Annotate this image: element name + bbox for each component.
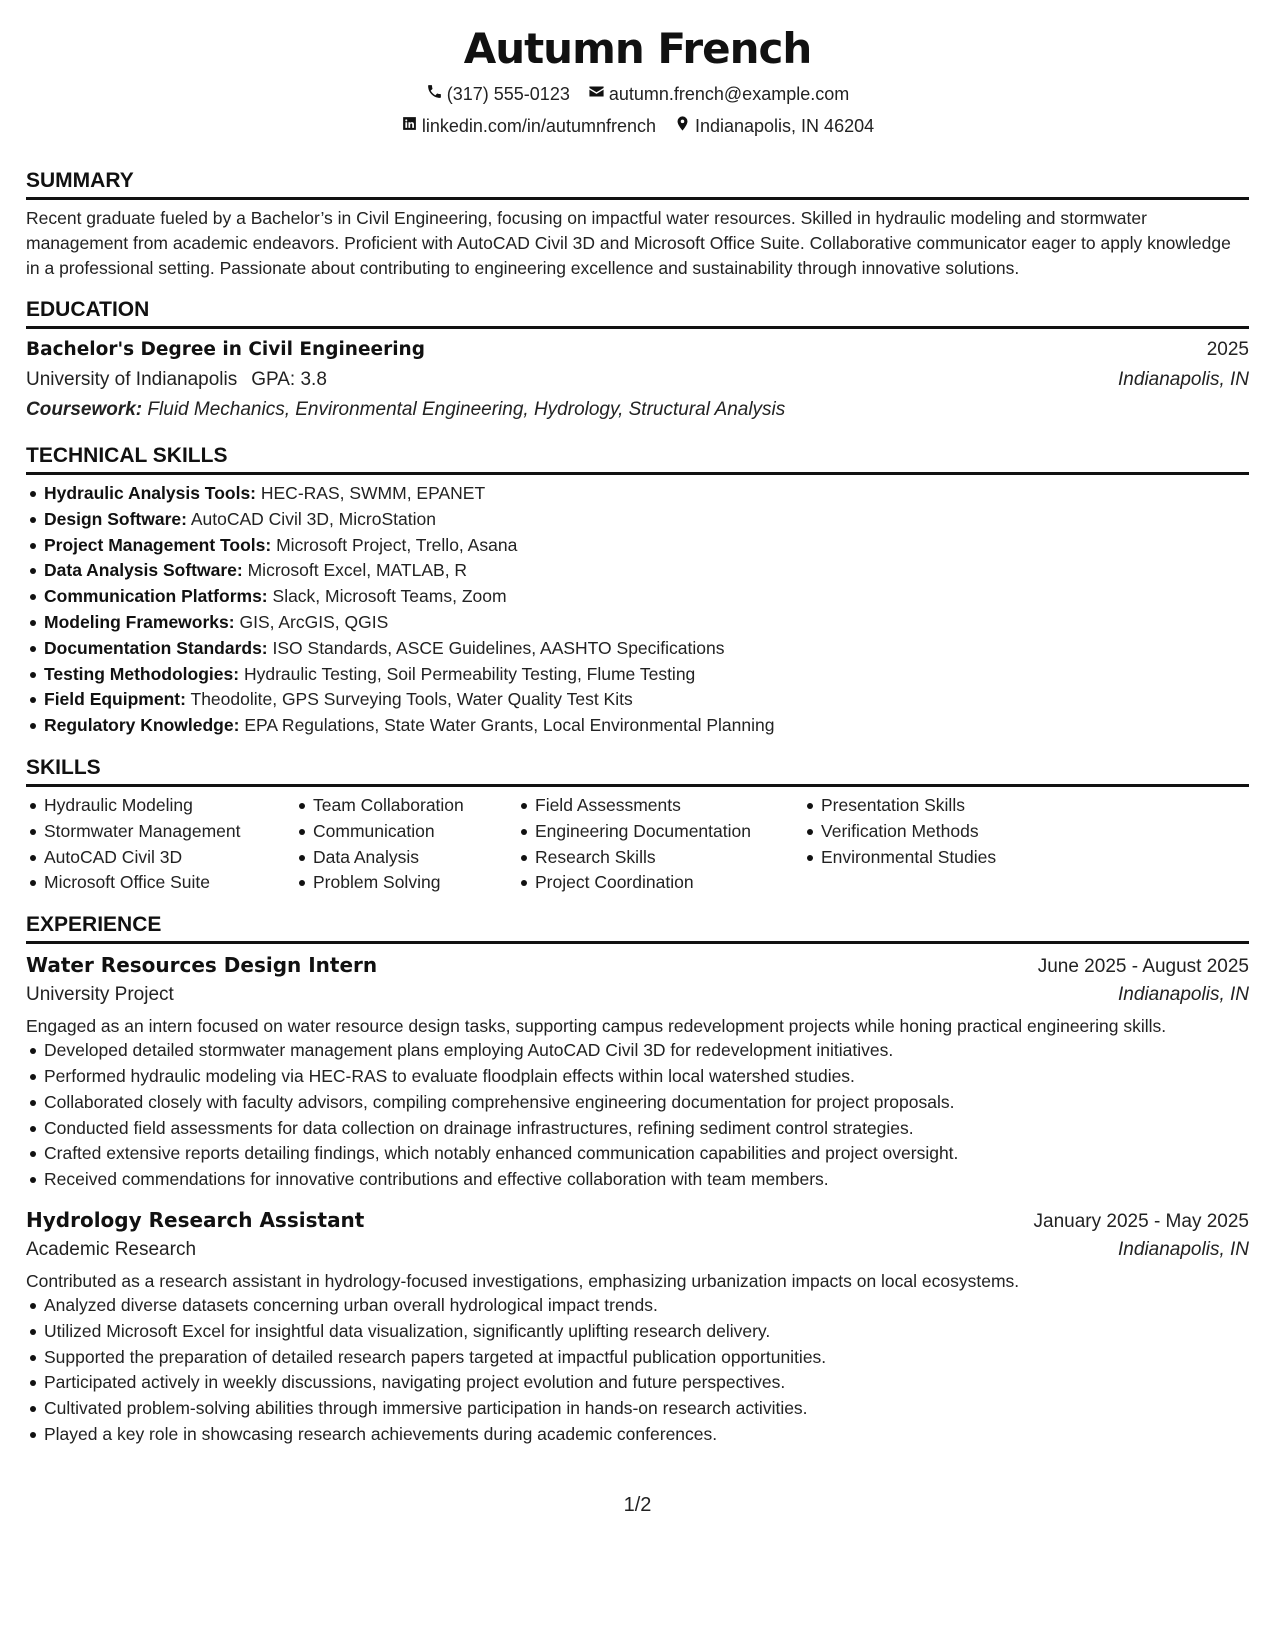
job-title: Hydrology Research Assistant <box>26 1207 365 1232</box>
list-item <box>26 558 1249 584</box>
list-item <box>26 662 1249 688</box>
list-item <box>26 636 1249 662</box>
experience-entry <box>26 1205 1249 1448</box>
email-contact[interactable] <box>588 82 849 106</box>
list-item: Received commendations for innovative contributions and effective collaboration with team members. <box>26 1167 1249 1193</box>
skills-grid <box>26 793 1249 896</box>
job-header-row <box>26 1205 1249 1235</box>
education-row-school <box>26 365 1249 395</box>
list-item: Collaborated closely with faculty advisors, compiling comprehensive engineering documentation for project proposals. <box>26 1090 1249 1116</box>
skill-category-value: Slack, Microsoft Teams, Zoom <box>272 586 507 607</box>
school-info <box>26 365 327 395</box>
skill-category-label: Field Equipment: <box>44 689 186 710</box>
linkedin-contact[interactable] <box>401 114 656 138</box>
skill-category-value: AutoCAD Civil 3D, MicroStation <box>190 508 436 529</box>
list-item: Supported the preparation of detailed research papers targeted at impactful publication opportunities. <box>26 1345 1249 1371</box>
list-item <box>26 713 1249 739</box>
contact-row-2 <box>26 114 1249 138</box>
skill-category-label: Modeling Frameworks: <box>44 611 235 632</box>
job-description: Contributed as a research assistant in hydrology-focused investigations, emphasizing urbanization impacts on local ecosystems. <box>26 1270 1020 1291</box>
job-dates: June 2025 - August 2025 <box>1037 956 1249 978</box>
list-item: Hydraulic Modeling <box>26 793 271 819</box>
school-location: Indianapolis, IN <box>1118 369 1249 390</box>
job-org-row <box>26 980 1249 1010</box>
job-title: Water Resources Design Intern <box>26 953 378 978</box>
list-item: Conducted field assessments for data collection on drainage infrastructures, refining sediment control strategies. <box>26 1116 1249 1142</box>
list-item: Team Collaboration <box>295 793 493 819</box>
list-item <box>26 481 1249 507</box>
list-item: Presentation Skills <box>803 793 996 819</box>
coursework-list: Fluid Mechanics, Environmental Engineering, Hydrology, Structural Analysis <box>147 399 786 420</box>
skill-category-label: Documentation Standards: <box>44 637 268 658</box>
summary-section <box>26 168 1249 281</box>
map-pin-icon <box>674 114 691 138</box>
list-item: Verification Methods <box>803 819 996 845</box>
skill-category-value: GIS, ArcGIS, QGIS <box>239 611 389 632</box>
school-name: University of Indianapolis <box>26 369 238 390</box>
list-item: Utilized Microsoft Excel for insightful data visualization, significantly uplifting research delivery. <box>26 1319 1249 1345</box>
section-title-summary: SUMMARY <box>26 168 1249 200</box>
job-description: Engaged as an intern focused on water resource design tasks, supporting campus redevelopment projects while honing practical engineering skills. <box>26 1016 1167 1037</box>
summary-text: Recent graduate fueled by a Bachelor’s in Civil Engineering, focusing on impactful water resources. Skilled in hydraulic modeling and stormwater management from academic endeavors. Proficient with AutoCAD Civil 3D and Microsoft Office Suite. Collaborative communicator eager to apply knowledge in a professional setting. Passionate about contributing to engineering excellence and sustainability through innovative solutions. <box>26 208 1231 278</box>
list-item: Crafted extensive reports detailing findings, which notably enhanced communication capabilities and project oversight. <box>26 1141 1249 1167</box>
envelope-icon <box>588 82 605 106</box>
list-item: Played a key role in showcasing research achievements during academic conferences. <box>26 1422 1249 1448</box>
list-item: Research Skills <box>517 845 779 871</box>
resume-header <box>26 0 1249 138</box>
education-section <box>26 297 1249 425</box>
job-organization: Academic Research <box>26 1238 197 1260</box>
location-contact <box>674 114 874 138</box>
skill-category-value: Theodolite, GPS Surveying Tools, Water Quality Test Kits <box>190 689 633 710</box>
section-title-skills: SKILLS <box>26 755 1249 787</box>
job-bullets <box>26 1293 1249 1448</box>
list-item: Cultivated problem-solving abilities through immersive participation in hands-on research activities. <box>26 1396 1249 1422</box>
skill-category-label: Design Software: <box>44 508 187 529</box>
skill-category-value: HEC-RAS, SWMM, EPANET <box>260 483 486 503</box>
job-organization: University Project <box>26 984 174 1006</box>
skills-column-4 <box>803 793 996 896</box>
phone-icon <box>426 82 443 106</box>
list-item: Developed detailed stormwater management plans employing AutoCAD Civil 3D for redevelopment initiatives. <box>26 1038 1249 1064</box>
technical-skills-list <box>26 481 1249 739</box>
experience-entry <box>26 950 1249 1193</box>
list-item: Problem Solving <box>295 870 493 896</box>
job-header-row <box>26 950 1249 980</box>
degree-title: Bachelor's Degree in Civil Engineering <box>26 339 425 360</box>
skill-category-value: Microsoft Project, Trello, Asana <box>276 534 518 555</box>
list-item: Participated actively in weekly discussions, navigating project evolution and future perspectives. <box>26 1370 1249 1396</box>
list-item: Stormwater Management <box>26 819 271 845</box>
skill-category-label: Communication Platforms: <box>44 586 268 607</box>
list-item: Performed hydraulic modeling via HEC-RAS to evaluate floodplain effects within local watershed studies. <box>26 1064 1249 1090</box>
technical-skills-section <box>26 443 1249 739</box>
skill-category-value: Microsoft Excel, MATLAB, R <box>247 560 468 581</box>
skill-category-label: Data Analysis Software: <box>44 560 243 581</box>
list-item <box>26 584 1249 610</box>
candidate-name: Autumn French <box>463 24 812 73</box>
skill-category-label: Regulatory Knowledge: <box>44 715 240 736</box>
section-title-education: EDUCATION <box>26 297 1249 329</box>
list-item <box>26 610 1249 636</box>
experience-section <box>26 912 1249 1448</box>
location-text: Indianapolis, IN 46204 <box>694 116 875 136</box>
list-item: Communication <box>295 819 493 845</box>
job-location: Indianapolis, IN <box>1118 1238 1249 1260</box>
skill-category-label: Testing Methodologies: <box>44 663 240 684</box>
skill-category-label: Hydraulic Analysis Tools: <box>44 483 256 503</box>
list-item <box>26 507 1249 533</box>
list-item: Microsoft Office Suite <box>26 870 271 896</box>
email-address[interactable]: autumn.french@example.com <box>608 84 850 104</box>
phone-contact <box>426 82 570 106</box>
gpa: GPA: 3.8 <box>251 369 327 390</box>
list-item: Data Analysis <box>295 845 493 871</box>
page-number: 1/2 <box>623 1494 652 1516</box>
list-item: Environmental Studies <box>803 845 996 871</box>
linkedin-icon <box>401 114 418 138</box>
phone-number: (317) 555-0123 <box>446 84 570 104</box>
section-title-experience: EXPERIENCE <box>26 912 1249 944</box>
list-item: Engineering Documentation <box>517 819 779 845</box>
list-item: AutoCAD Civil 3D <box>26 845 271 871</box>
job-bullets <box>26 1038 1249 1193</box>
skill-category-value: EPA Regulations, State Water Grants, Local Environmental Planning <box>244 715 775 736</box>
skills-column-1 <box>26 793 271 896</box>
list-item: Project Coordination <box>517 870 779 896</box>
linkedin-url[interactable]: linkedin.com/in/autumnfrench <box>421 116 656 136</box>
job-location: Indianapolis, IN <box>1118 984 1249 1006</box>
skill-category-value: ISO Standards, ASCE Guidelines, AASHTO Specifications <box>272 637 725 658</box>
section-title-technical-skills: TECHNICAL SKILLS <box>26 443 1249 475</box>
job-dates: January 2025 - May 2025 <box>1033 1210 1249 1232</box>
skill-category-label: Project Management Tools: <box>44 534 272 555</box>
resume-page <box>26 0 1249 1650</box>
coursework <box>26 395 1249 425</box>
list-item <box>26 533 1249 559</box>
job-org-row <box>26 1235 1249 1265</box>
skills-section <box>26 755 1249 896</box>
skill-category-value: Hydraulic Testing, Soil Permeability Testing, Flume Testing <box>243 663 696 684</box>
graduation-year: 2025 <box>1206 339 1249 360</box>
list-item: Analyzed diverse datasets concerning urban overall hydrological impact trends. <box>26 1293 1249 1319</box>
list-item: Field Assessments <box>517 793 779 819</box>
education-row-degree <box>26 335 1249 365</box>
contact-row-1 <box>26 82 1249 106</box>
coursework-label: Coursework: <box>26 399 143 420</box>
skills-column-3 <box>517 793 779 896</box>
skills-column-2 <box>295 793 493 896</box>
list-item <box>26 687 1249 713</box>
